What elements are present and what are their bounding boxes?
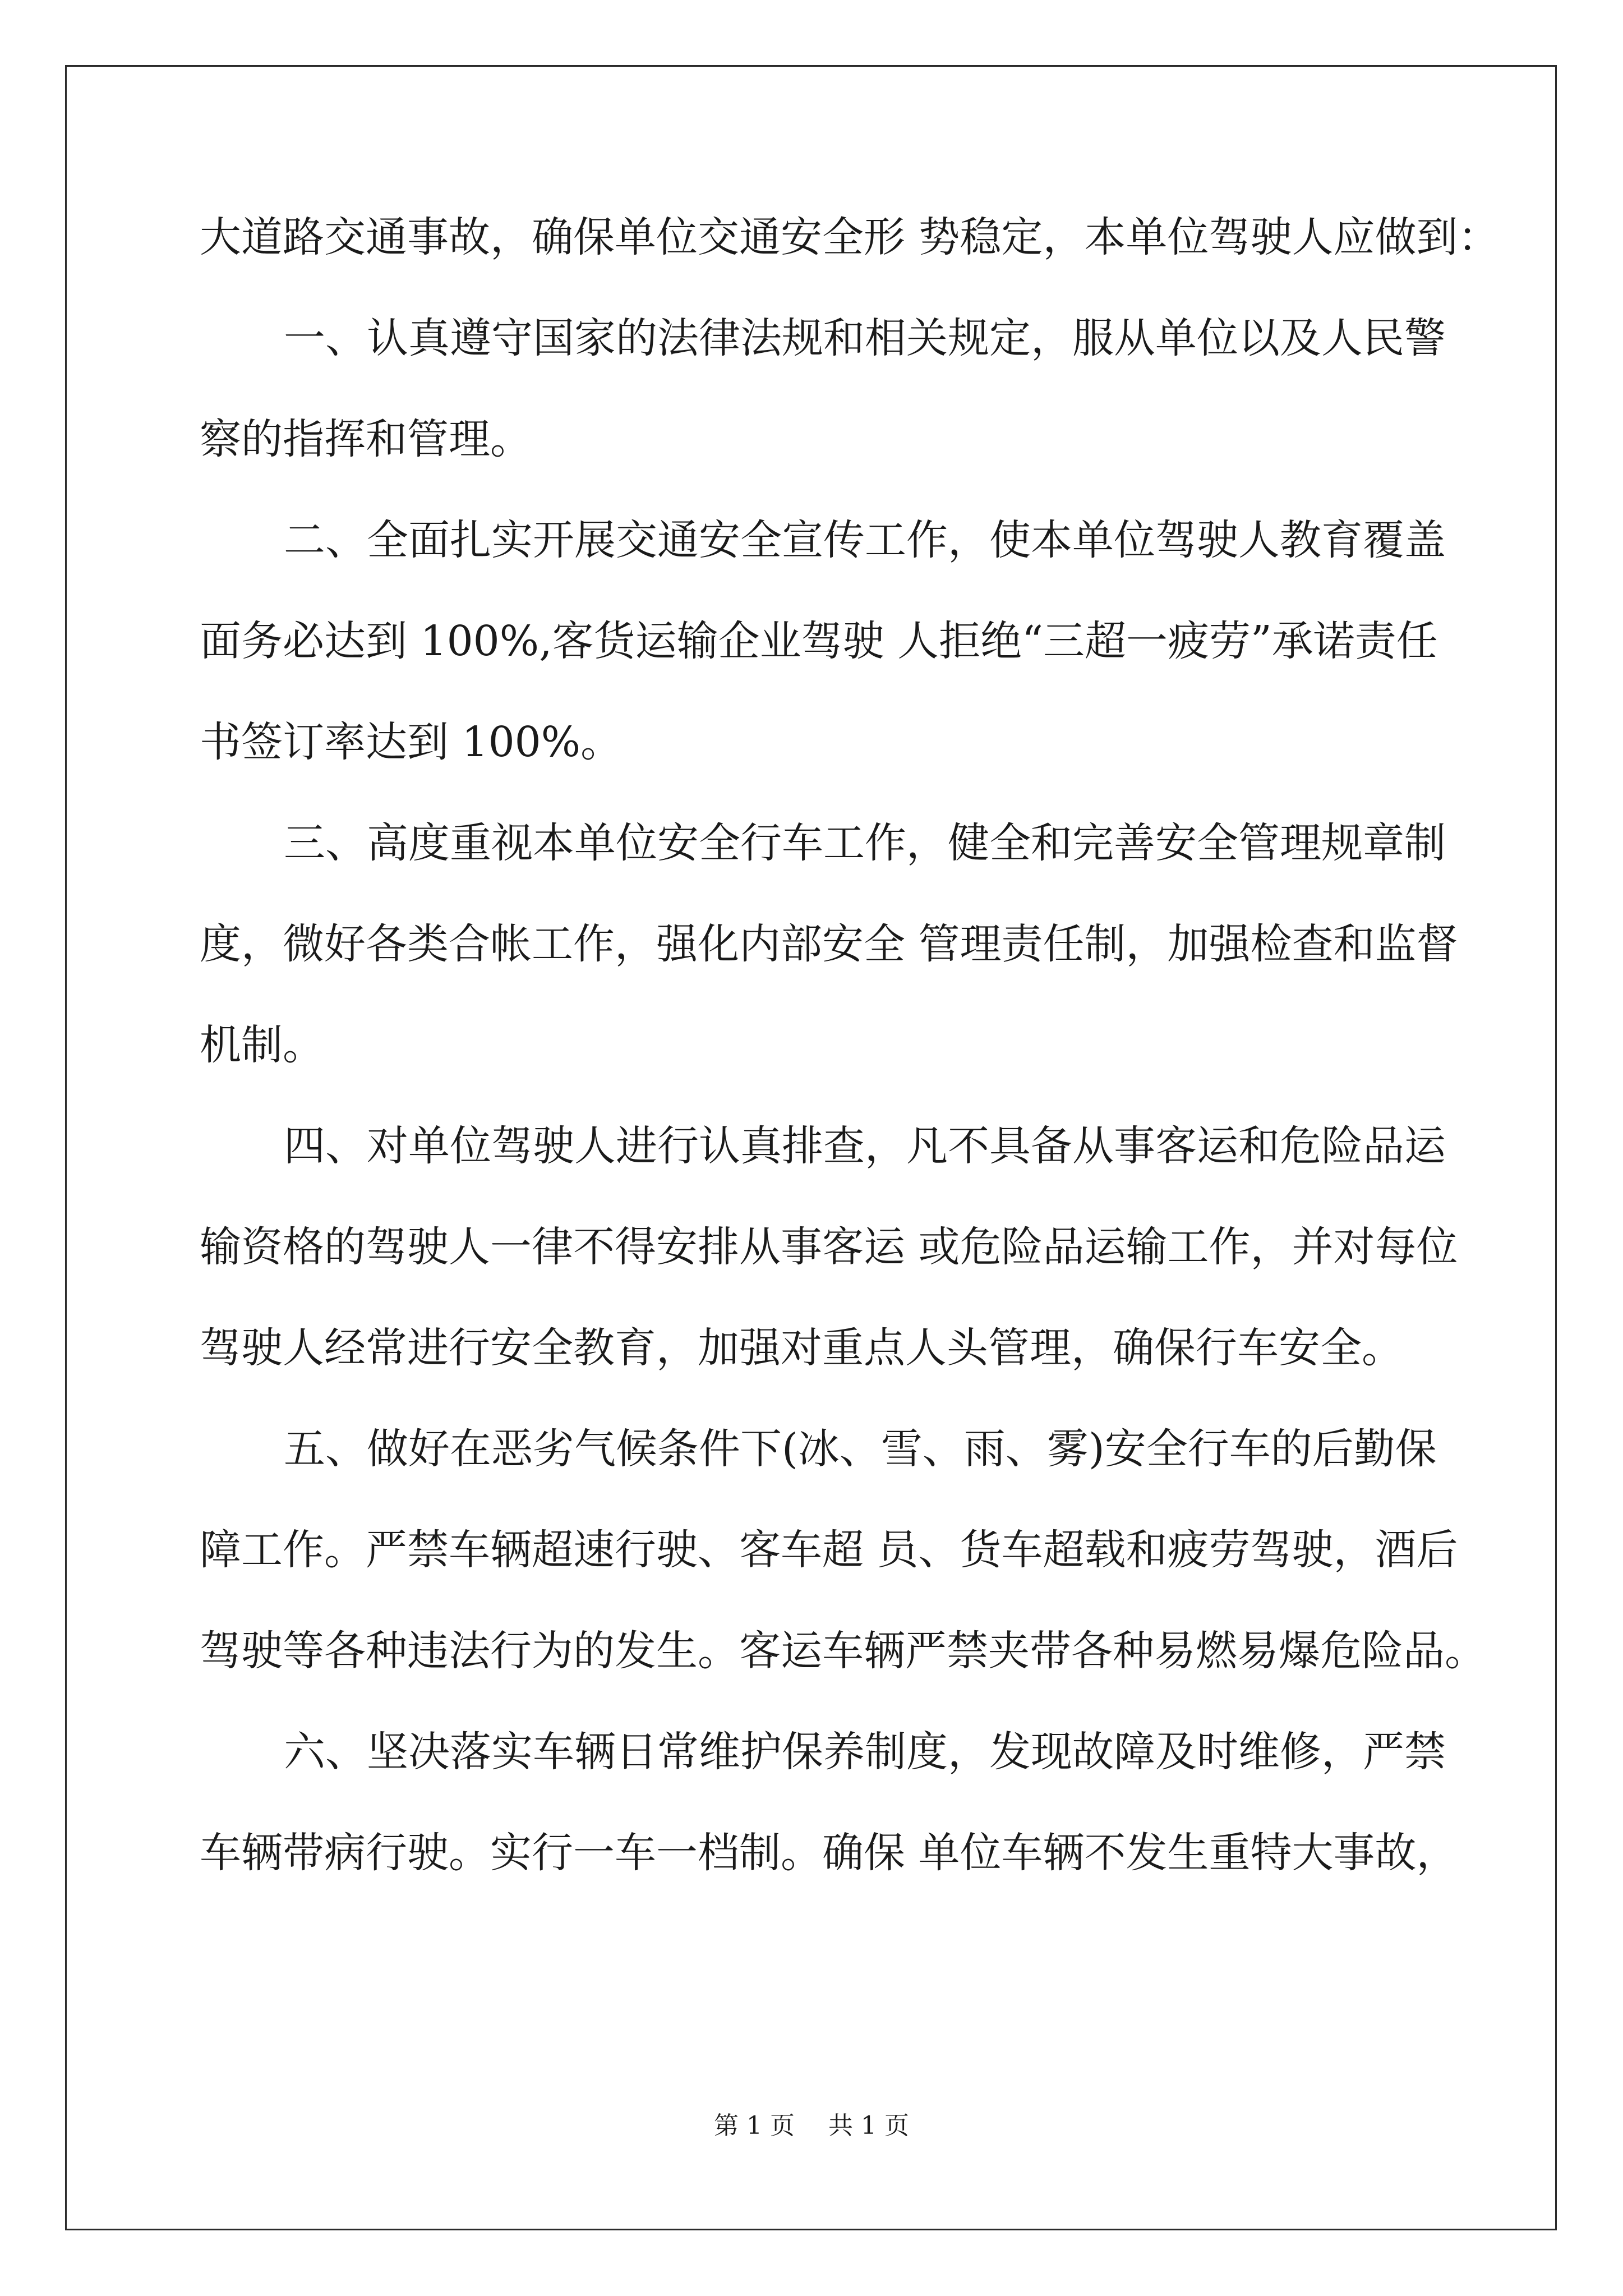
page-number: 第 1 页 [714,2111,795,2140]
text-line: 驾驶人经常进行安全教育，加强对重点人头管理，确保行车安全。 [200,1324,1403,1372]
text-line: 机制。 [200,1021,324,1069]
text-line: 六、坚决落实车辆日常维护保养制度，发现故障及时维修，严禁 [284,1728,1446,1776]
document-body [200,212,1500,1929]
text-line: 车辆带病行驶。实行一车一档制。确保 单位车辆不发生重特大事故， [200,1829,1458,1877]
text-line: 一、认真遵守国家的法律法规和相关规定，服从单位以及人民警 [284,314,1446,362]
text-line: 二、全面扎实开展交通安全宣传工作，使本单位驾驶人教育覆盖 [284,516,1446,564]
text-line: 四、对单位驾驶人进行认真排查，凡不具备从事客运和危险品运 [284,1122,1446,1170]
text-line: 障工作。严禁车辆超速行驶、客车超 员、货车超载和疲劳驾驶，酒后 [200,1526,1458,1574]
text-line: 五、做好在恶劣气候条件下(冰、雪、雨、雾)安全行车的后勤保 [284,1425,1437,1473]
page-footer [0,2109,1623,2143]
text-line: 度，微好各类合帐工作，强化内部安全 管理责任制，加强检查和监督 [200,920,1458,968]
text-line: 驾驶等各种违法行为的发生。客运车辆严禁夹带各种易燃易爆危险品。 [200,1627,1486,1675]
text-line: 大道路交通事故，确保单位交通安全形 势稳定，本单位驾驶人应做到： [200,213,1500,261]
text-line: 三、高度重视本单位安全行车工作，健全和完善安全管理规章制 [284,819,1446,867]
text-line: 察的指挥和管理。 [200,415,532,463]
text-line: 书签订率达到 100%。 [200,718,623,766]
text-line: 面务必达到 100%,客货运输企业驾驶 人拒绝“三超一疲劳”承诺责任 [200,617,1438,665]
text-line: 输资格的驾驶人一律不得安排从事客运 或危险品运输工作，并对每位 [200,1223,1458,1271]
page-total: 共 1 页 [828,2111,909,2140]
